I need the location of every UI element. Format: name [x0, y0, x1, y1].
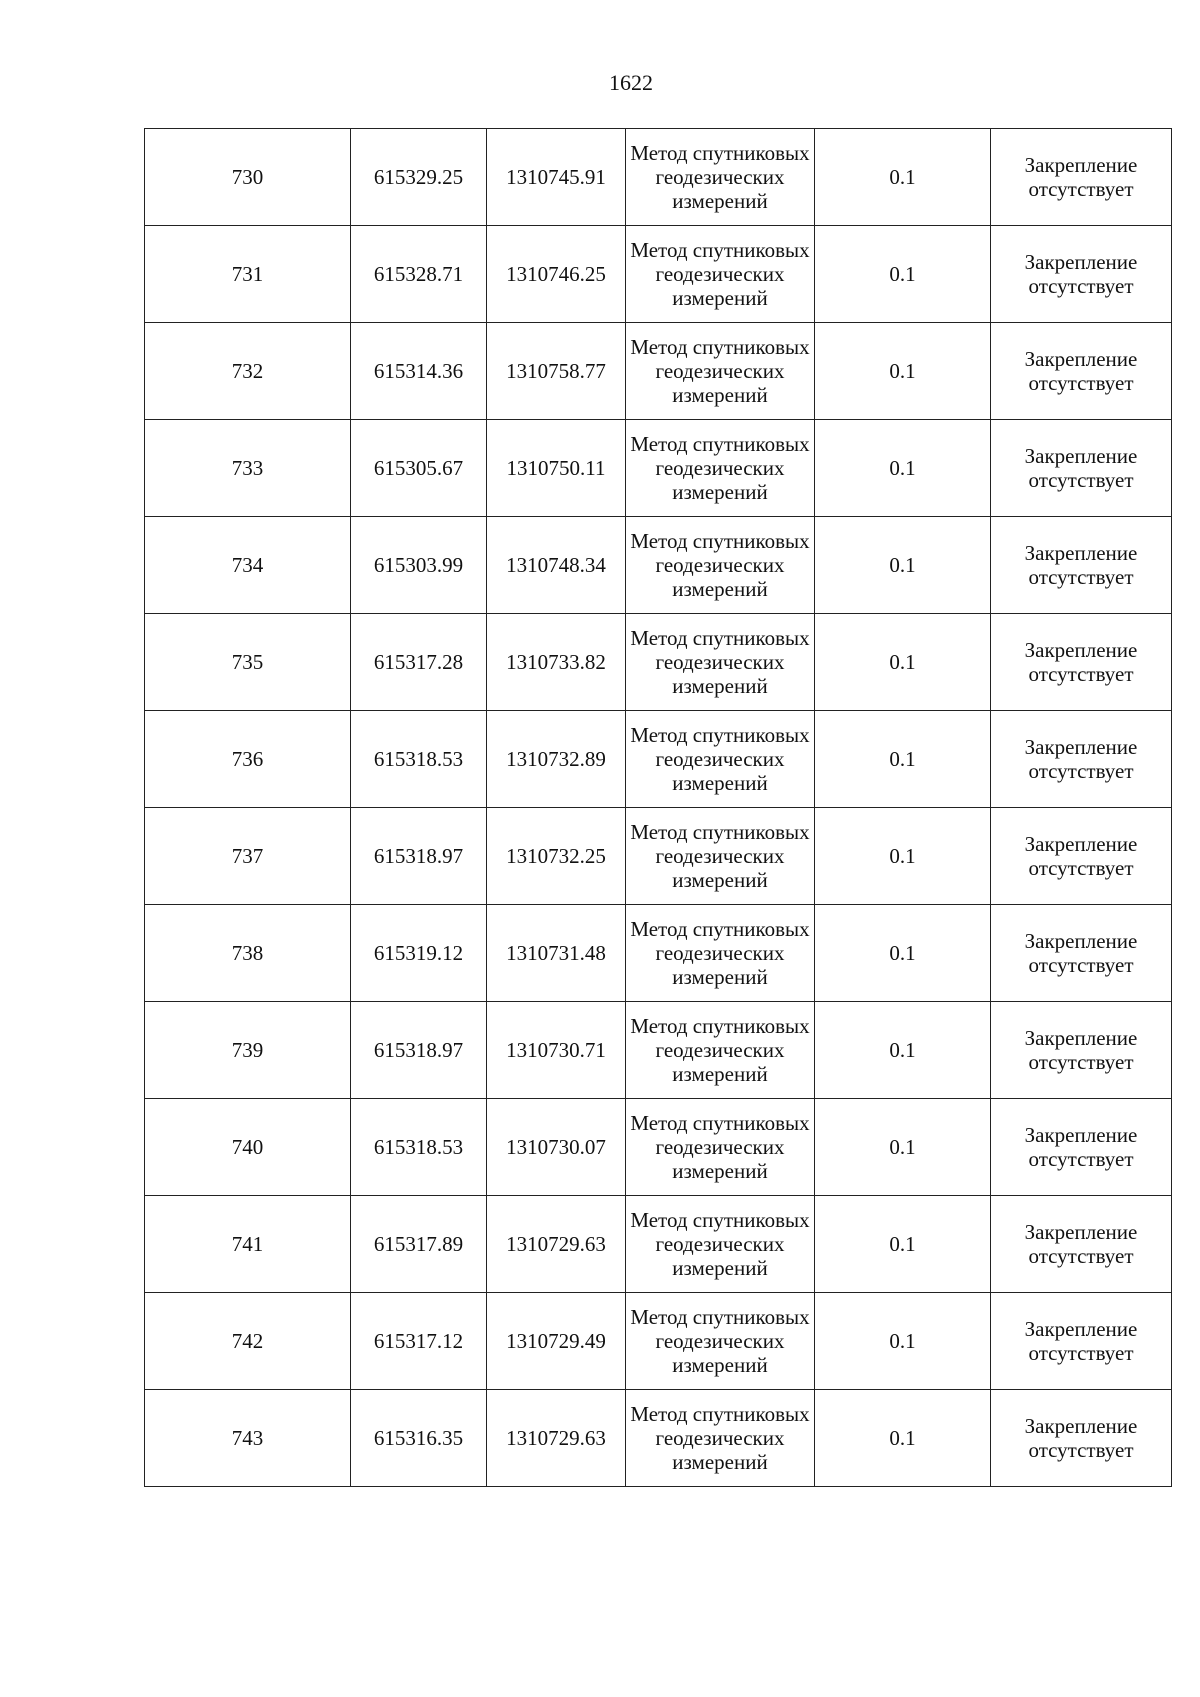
accuracy-cell: 0.1 [815, 129, 991, 226]
x-coordinate-cell: 615319.12 [351, 905, 487, 1002]
anchoring-cell: Закрепление отсутствует [991, 1099, 1172, 1196]
anchoring-cell: Закрепление отсутствует [991, 905, 1172, 1002]
method-text: Метод спутниковых геодезических измерений [630, 626, 810, 698]
anchoring-cell: Закрепление отсутствует [991, 1002, 1172, 1099]
point-number-cell: 743 [145, 1390, 351, 1487]
y-coordinate-cell: 1310732.89 [487, 711, 626, 808]
method-text: Метод спутниковых геодезических измерений [630, 1111, 810, 1183]
method-cell [626, 1196, 815, 1293]
point-number-cell: 739 [145, 1002, 351, 1099]
method-text: Метод спутниковых геодезических измерений [630, 1305, 810, 1377]
table-row [145, 323, 1172, 420]
table-row [145, 420, 1172, 517]
method-cell [626, 420, 815, 517]
table-body [145, 129, 1172, 1487]
x-coordinate-cell: 615328.71 [351, 226, 487, 323]
x-coordinate-cell: 615318.97 [351, 808, 487, 905]
accuracy-cell: 0.1 [815, 517, 991, 614]
point-number-cell: 733 [145, 420, 351, 517]
table-row [145, 614, 1172, 711]
table-row [145, 905, 1172, 1002]
x-coordinate-cell: 615318.53 [351, 1099, 487, 1196]
y-coordinate-cell: 1310745.91 [487, 129, 626, 226]
method-text: Метод спутниковых геодезических измерений [630, 723, 810, 795]
method-cell [626, 226, 815, 323]
x-coordinate-cell: 615316.35 [351, 1390, 487, 1487]
method-cell [626, 129, 815, 226]
anchoring-cell: Закрепление отсутствует [991, 1196, 1172, 1293]
accuracy-cell: 0.1 [815, 1390, 991, 1487]
point-number-cell: 735 [145, 614, 351, 711]
y-coordinate-cell: 1310729.63 [487, 1196, 626, 1293]
y-coordinate-cell: 1310730.07 [487, 1099, 626, 1196]
y-coordinate-cell: 1310750.11 [487, 420, 626, 517]
point-number-cell: 736 [145, 711, 351, 808]
anchoring-cell: Закрепление отсутствует [991, 517, 1172, 614]
table-row [145, 517, 1172, 614]
method-cell [626, 1099, 815, 1196]
x-coordinate-cell: 615303.99 [351, 517, 487, 614]
x-coordinate-cell: 615329.25 [351, 129, 487, 226]
accuracy-cell: 0.1 [815, 1002, 991, 1099]
method-text: Метод спутниковых геодезических измерений [630, 335, 810, 407]
point-number-cell: 741 [145, 1196, 351, 1293]
method-cell [626, 517, 815, 614]
y-coordinate-cell: 1310731.48 [487, 905, 626, 1002]
accuracy-cell: 0.1 [815, 323, 991, 420]
accuracy-cell: 0.1 [815, 711, 991, 808]
x-coordinate-cell: 615317.28 [351, 614, 487, 711]
table-row [145, 1196, 1172, 1293]
anchoring-cell: Закрепление отсутствует [991, 1390, 1172, 1487]
table-row [145, 808, 1172, 905]
coordinates-table [144, 128, 1172, 1487]
y-coordinate-cell: 1310730.71 [487, 1002, 626, 1099]
method-cell [626, 1002, 815, 1099]
point-number-cell: 730 [145, 129, 351, 226]
anchoring-cell: Закрепление отсутствует [991, 129, 1172, 226]
anchoring-cell: Закрепление отсутствует [991, 614, 1172, 711]
point-number-cell: 738 [145, 905, 351, 1002]
table-row [145, 711, 1172, 808]
accuracy-cell: 0.1 [815, 420, 991, 517]
x-coordinate-cell: 615318.53 [351, 711, 487, 808]
page-number: 1622 [609, 70, 653, 95]
point-number-cell: 740 [145, 1099, 351, 1196]
anchoring-cell: Закрепление отсутствует [991, 226, 1172, 323]
anchoring-cell: Закрепление отсутствует [991, 808, 1172, 905]
method-cell [626, 1390, 815, 1487]
accuracy-cell: 0.1 [815, 1099, 991, 1196]
method-cell [626, 711, 815, 808]
method-text: Метод спутниковых геодезических измерений [630, 1402, 810, 1474]
accuracy-cell: 0.1 [815, 1196, 991, 1293]
table-row [145, 129, 1172, 226]
x-coordinate-cell: 615314.36 [351, 323, 487, 420]
point-number-cell: 737 [145, 808, 351, 905]
method-cell [626, 323, 815, 420]
point-number-cell: 734 [145, 517, 351, 614]
method-cell [626, 614, 815, 711]
y-coordinate-cell: 1310746.25 [487, 226, 626, 323]
y-coordinate-cell: 1310733.82 [487, 614, 626, 711]
table-row [145, 226, 1172, 323]
table-row [145, 1390, 1172, 1487]
x-coordinate-cell: 615317.89 [351, 1196, 487, 1293]
x-coordinate-cell: 615317.12 [351, 1293, 487, 1390]
y-coordinate-cell: 1310729.63 [487, 1390, 626, 1487]
table-row [145, 1293, 1172, 1390]
method-cell [626, 808, 815, 905]
accuracy-cell: 0.1 [815, 905, 991, 1002]
x-coordinate-cell: 615318.97 [351, 1002, 487, 1099]
point-number-cell: 742 [145, 1293, 351, 1390]
method-text: Метод спутниковых геодезических измерений [630, 432, 810, 504]
table-row [145, 1099, 1172, 1196]
anchoring-cell: Закрепление отсутствует [991, 323, 1172, 420]
method-text: Метод спутниковых геодезических измерений [630, 141, 810, 213]
y-coordinate-cell: 1310732.25 [487, 808, 626, 905]
accuracy-cell: 0.1 [815, 614, 991, 711]
method-text: Метод спутниковых геодезических измерений [630, 820, 810, 892]
y-coordinate-cell: 1310758.77 [487, 323, 626, 420]
method-text: Метод спутниковых геодезических измерений [630, 1014, 810, 1086]
method-text: Метод спутниковых геодезических измерений [630, 917, 810, 989]
method-cell [626, 905, 815, 1002]
accuracy-cell: 0.1 [815, 226, 991, 323]
point-number-cell: 732 [145, 323, 351, 420]
point-number-cell: 731 [145, 226, 351, 323]
anchoring-cell: Закрепление отсутствует [991, 420, 1172, 517]
x-coordinate-cell: 615305.67 [351, 420, 487, 517]
method-cell [626, 1293, 815, 1390]
method-text: Метод спутниковых геодезических измерений [630, 1208, 810, 1280]
accuracy-cell: 0.1 [815, 1293, 991, 1390]
y-coordinate-cell: 1310729.49 [487, 1293, 626, 1390]
anchoring-cell: Закрепление отсутствует [991, 1293, 1172, 1390]
method-text: Метод спутниковых геодезических измерений [630, 238, 810, 310]
anchoring-cell: Закрепление отсутствует [991, 711, 1172, 808]
accuracy-cell: 0.1 [815, 808, 991, 905]
y-coordinate-cell: 1310748.34 [487, 517, 626, 614]
method-text: Метод спутниковых геодезических измерений [630, 529, 810, 601]
table-row [145, 1002, 1172, 1099]
